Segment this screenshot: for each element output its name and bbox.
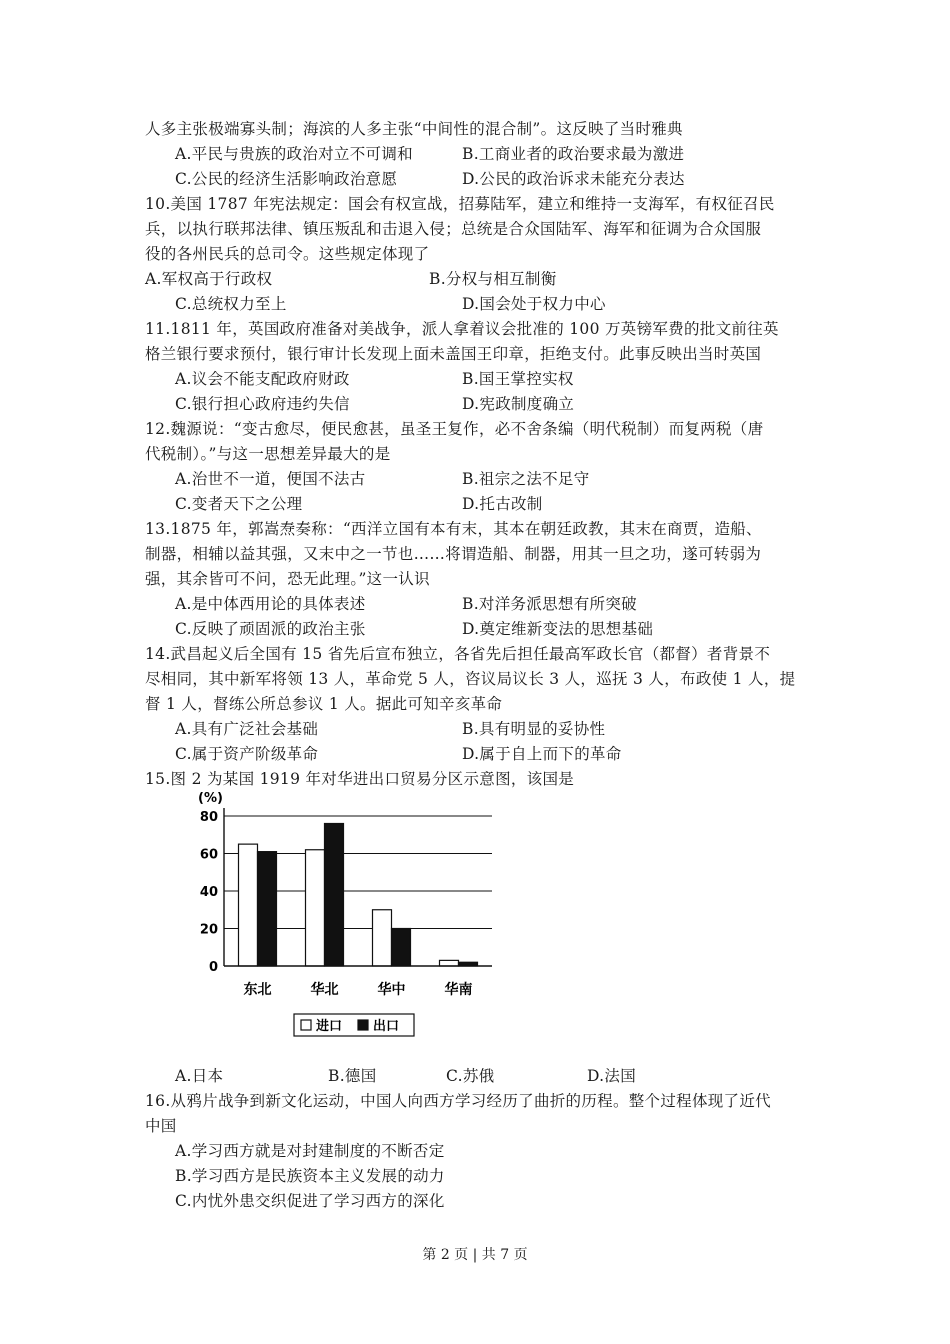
q15-option-c: C.苏俄 [446,1067,495,1085]
y-tick-label: 0 [208,960,218,975]
q11-option-b: B.国王掌控实权 [462,370,574,388]
q16-stem-line: 16.从鸦片战争到新文化运动，中国人向西方学习经历了曲折的历程。整个过程体现了近代 [145,1092,771,1110]
y-axis-unit-label: (%) [198,791,223,806]
q10-option-a: A.军权高于行政权 [145,270,273,288]
q9-option-d: D.公民的政治诉求未能充分表达 [462,170,685,188]
q14-option-c: C.属于资产阶级革命 [175,745,319,763]
q13-stem-line: 13.1875 年，郭嵩焘奏称：“西洋立国有本有末，其本在朝廷政教，其末在商贾，造船、 [145,520,762,538]
q11-stem-line: 格兰银行要求预付，银行审计长发现上面未盖国王印章，拒绝支付。此事反映出当时英国 [145,345,762,363]
q9-option-a: A.平民与贵族的政治对立不可调和 [175,145,413,163]
q13-option-a: A.是中体西用论的具体表述 [175,595,366,613]
q12-stem-line: 代税制）。”与这一思想差异最大的是 [145,445,391,463]
q11-stem-line: 11.1811 年，英国政府准备对美战争，派人拿着议会批准的 100 万英镑军费的批文前往英 [145,320,779,338]
q10-stem-line: 役的各州民兵的总司令。这些规定体现了 [145,245,430,263]
y-tick-label: 20 [199,922,218,938]
q12-option-d: D.托古改制 [462,495,543,513]
q9-option-c: C.公民的经济生活影响政治意愿 [175,170,398,188]
q11-option-d: D.宪政制度确立 [462,395,575,413]
bar-export [325,824,344,967]
x-tick-label: 华南 [444,982,473,998]
q16-option-a: A.学习西方就是对封建制度的不断否定 [175,1142,445,1160]
chart-legend [294,1014,414,1036]
bar-export [258,852,277,966]
legend-swatch-export [358,1020,368,1030]
x-tick-label: 华中 [377,982,406,998]
trade-bar-chart [190,788,510,1048]
q13-option-d: D.奠定维新变法的思想基础 [462,620,654,638]
y-tick-label: 60 [199,847,218,863]
q10-stem-line: 10.美国 1787 年宪法规定：国会有权宣战，招募陆军，建立和维持一支海军，有权征召民 [145,195,775,213]
q10-stem-line: 兵，以执行联邦法律、镇压叛乱和击退入侵；总统是合众国陆军、海军和征调为合众国服 [145,220,762,238]
q14-stem-line: 督 1 人，督练公所总参议 1 人。据此可知辛亥革命 [145,695,503,713]
q10-option-c: C.总统权力至上 [175,295,287,313]
y-tick-label: 40 [199,885,218,900]
q15-option-d: D.法国 [587,1067,637,1085]
bar-export [392,929,411,967]
q16-option-c: C.内忧外患交织促进了学习西方的深化 [175,1192,445,1210]
q12-stem-line: 12.魏源说：“变古愈尽，便民愈甚，虽圣王复作，必不舍条编（明代税制）而复两税（唐 [145,420,764,438]
q11-option-c: C.银行担心政府违约失信 [175,395,350,413]
bar-import [239,844,258,966]
q10-option-d: D.国会处于权力中心 [462,295,606,313]
x-tick-label: 东北 [243,982,272,998]
q9-option-b: B.工商业者的政治要求最为激进 [462,145,685,163]
q13-option-c: C.反映了顽固派的政治主张 [175,620,366,638]
q13-option-b: B.对洋务派思想有所突破 [462,595,637,613]
q14-option-d: D.属于自上而下的革命 [462,745,622,763]
q13-stem-line: 强，其余皆可不问，恐无此理。”这一认识 [145,570,430,588]
q14-option-b: B.具有明显的妥协性 [462,720,606,738]
y-tick-label: 80 [199,810,218,825]
q12-option-c: C.变者天下之公理 [175,495,303,513]
q14-option-a: A.具有广泛社会基础 [175,720,319,738]
page-footer: 第 2 页 | 共 7 页 [422,1247,528,1263]
legend-label-import: 进口 [316,1019,343,1034]
q14-stem-line: 14.武昌起义后全国有 15 省先后宣布独立，各省先后担任最高军政长官（都督）者背景不 [145,645,771,663]
q10-option-b: B.分权与相互制衡 [429,270,557,288]
q11-option-a: A.议会不能支配政府财政 [175,370,350,388]
q15-stem-line: 15.图 2 为某国 1919 年对华进出口贸易分区示意图，该国是 [145,770,575,788]
q12-option-a: A.治世不一道，便国不法古 [175,470,366,488]
bar-import [373,910,392,966]
bar-import [440,960,459,966]
bar-import [306,850,325,966]
q13-stem-line: 制器，相辅以益其强，又末中之一节也……将谓造船、制器，用其一旦之功，遂可转弱为 [145,545,762,563]
q15-option-a: A.日本 [175,1067,224,1085]
legend-swatch-import [301,1020,311,1030]
x-tick-label: 华北 [310,982,339,998]
q16-option-b: B.学习西方是民族资本主义发展的动力 [175,1167,445,1185]
q16-stem-line: 中国 [145,1117,177,1135]
legend-label-export: 出口 [373,1019,400,1034]
q15-option-b: B.德国 [328,1067,377,1085]
q9-stem-line: 人多主张极端寡头制；海滨的人多主张“中间性的混合制”。这反映了当时雅典 [145,120,683,138]
q14-stem-line: 尽相同，其中新军将领 13 人，革命党 5 人，咨议局议长 3 人，巡抚 3 人，布政使 1 人，提 [145,670,796,688]
chart-bars [239,824,478,967]
q12-option-b: B.祖宗之法不足守 [462,470,590,488]
